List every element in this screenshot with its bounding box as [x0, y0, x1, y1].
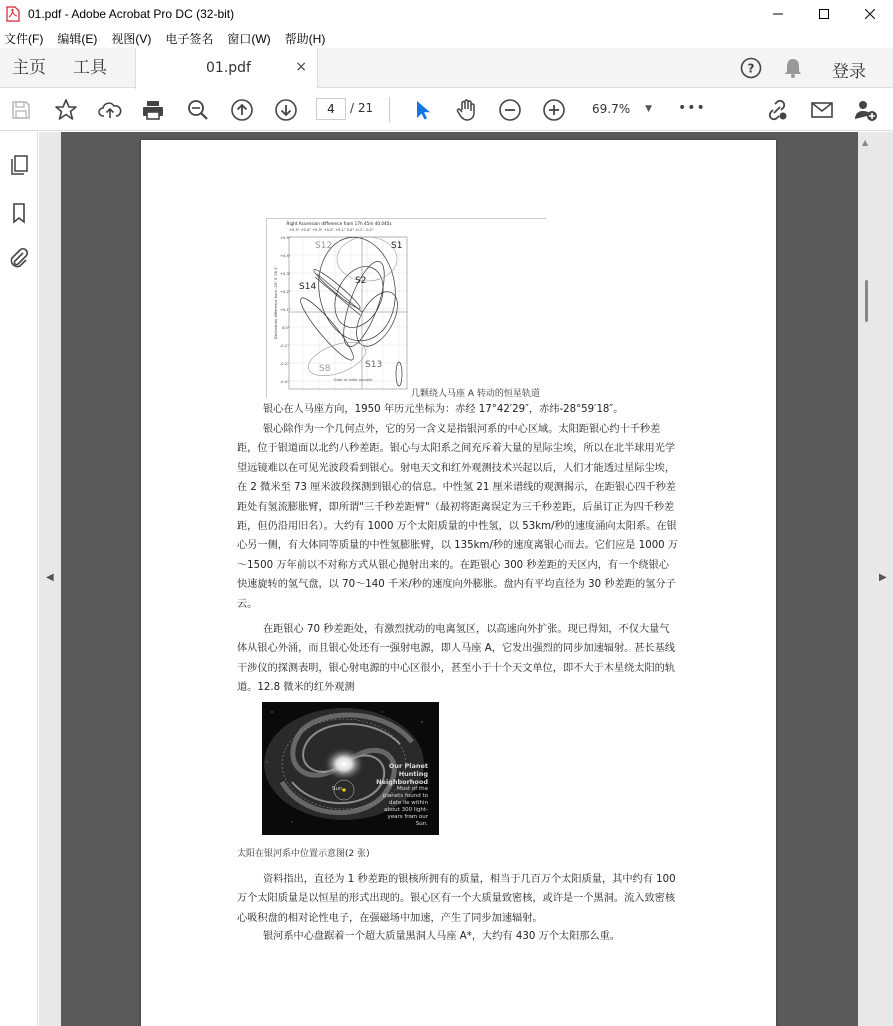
svg-text:0.0": 0.0": [282, 326, 290, 330]
svg-text:+0.2": +0.2": [280, 290, 291, 294]
paragraph-5: [237, 927, 679, 946]
select-cursor-icon[interactable]: [410, 98, 434, 122]
stellar-orbits-figure: [266, 218, 546, 398]
expand-left-panel-icon[interactable]: ◀: [46, 572, 54, 583]
galaxy-heading: Our Planet Hunting Neighborhood: [376, 762, 428, 786]
window-title: 01.pdf - Adobe Acrobat Pro DC (32-bit): [28, 7, 235, 21]
svg-text:-0.4": -0.4": [280, 380, 289, 384]
menu-file[interactable]: 文件(F): [4, 31, 44, 46]
zoom-in-icon[interactable]: [542, 98, 566, 122]
right-panel-toggle[interactable]: [858, 132, 893, 1026]
menu-bar: [0, 28, 893, 48]
paragraph-5-text: 银河系中心盘踞着一个超大质量黑洞人马座 A*，大约有 430 万个太阳那么重。: [263, 931, 621, 942]
svg-text:Declination difference from -2: Declination difference from -29° 0' 28.1": [274, 265, 278, 339]
pdf-page: [141, 140, 776, 1026]
menu-edit[interactable]: 编辑(E): [57, 31, 98, 46]
share-link-icon[interactable]: [765, 98, 789, 122]
tab-document-label: 01.pdf: [206, 60, 251, 76]
title-bar: [0, 0, 893, 28]
tab-home[interactable]: 主页: [12, 58, 46, 78]
label-s13: S13: [365, 360, 383, 370]
paragraph-2-text: 银心除作为一个几何点外，它的另一含义是指银河系的中心区域。太阳距银心约十千秒差距，位于银道面以北约八秒差距。银心与太阳系之间充斥着大量的星际尘埃，所以在北半球用光学望远镜难以在可见光波段看到银心。射电天文和红外观测技术兴起以后，人们才能透过星际尘埃，在 2 微米至 73 厘米波段探测到银心的信息。中性氢 21 厘米谱线的观测揭示，在距银心四千秒差距处有氢流膨胀臂，即所谓"三千秒差距臂"（最初将距离误定为三千秒差距，后虽订正为四千秒差距，但仍沿用旧名）。大约有 1000 万个太阳质量的中性氢，以 53km/秒的速度涌向太阳系。在银心另一侧，有大体同等质量的中性氢膨胀臂，以 135km/秒的速度离银心而去。它们应是 1000 万～1500 万年前以不对称方式从银心抛射出来的。在距银心 300 秒差距的天区内，有一个绕银心快速旋转的氢气盘，以 70～140 千米/秒的速度向外膨胀。盘内有平均直径为 30 秒差距的氢分子云。: [237, 424, 679, 610]
paragraph-3: [237, 620, 679, 698]
save-icon[interactable]: [9, 98, 33, 122]
svg-text:+0.3": +0.3": [280, 272, 291, 276]
page-total: / 21: [350, 101, 374, 115]
upload-cloud-icon[interactable]: [98, 98, 122, 122]
svg-text:?: ?: [747, 61, 755, 76]
attachment-icon[interactable]: [8, 247, 30, 269]
toolbar: [0, 89, 893, 131]
paragraph-1: [237, 400, 679, 419]
minimize-button[interactable]: [755, 0, 801, 28]
email-icon[interactable]: [810, 98, 834, 122]
toolbar-divider: [389, 97, 390, 123]
star-icon[interactable]: [54, 98, 78, 122]
left-navigation-rail: [0, 132, 38, 1026]
close-window-button[interactable]: [847, 0, 893, 28]
label-s14: S14: [299, 282, 317, 292]
svg-text:Orbit of outer planets: Orbit of outer planets: [333, 378, 373, 382]
tab-bar: [0, 48, 893, 88]
paragraph-2: [237, 420, 679, 614]
svg-text:+0.1": +0.1": [280, 308, 291, 312]
chevron-down-icon: ▼: [645, 104, 652, 114]
paragraph-1-text: 银心在人马座方向，1950 年历元坐标为：赤经 17°42′29″，赤纬-28°59′18″。: [263, 404, 624, 415]
expand-right-panel-icon[interactable]: ▶: [879, 572, 887, 583]
menu-window[interactable]: 窗口(W): [227, 31, 271, 46]
zoom-out-icon[interactable]: [498, 98, 522, 122]
milky-way-image: [262, 702, 439, 835]
svg-text:+0.5": +0.5": [280, 236, 291, 240]
page-number-input[interactable]: 4: [316, 98, 346, 120]
tab-tools[interactable]: 工具: [73, 58, 107, 78]
label-s2: S2: [355, 276, 367, 286]
svg-text:+0.5" +0.4" +0.3" +0.2" +0.1": +0.5" +0.4" +0.3" +0.2" +0.1" 0.0" -0.1" -0.2": [289, 228, 374, 232]
print-icon[interactable]: [141, 98, 165, 122]
bookmark-icon[interactable]: [8, 202, 30, 224]
paragraph-3-text: 在距银心 70 秒差距处，有激烈扰动的电离氢区，以高速向外扩张。现已得知，不仅大量气体从银心外涌，而且银心处还有一强射电源，即人马座 A，它发出强烈的同步加速辐射。甚长基线干涉仪的探测表明，银心射电源的中心区很小，甚至小于十个天文单位，即不大于木星绕太阳的轨道。12.8 微米的红外观测: [237, 624, 676, 694]
sun-label: Sun: [332, 786, 343, 792]
label-s12: S12: [315, 241, 333, 251]
acrobat-pdf-icon: [6, 6, 20, 22]
next-page-icon[interactable]: [274, 98, 298, 122]
menu-view[interactable]: 视图(V): [111, 31, 152, 46]
svg-text:+0.4": +0.4": [280, 254, 291, 258]
add-user-icon[interactable]: [854, 98, 878, 122]
galaxy-subtext: Most of the planets found to date lie within about 300 light-years from our Sun.: [382, 786, 428, 827]
fig2-caption: 太阳在银河系中位置示意图(2 张): [237, 849, 370, 859]
svg-text:-0.2": -0.2": [280, 362, 289, 366]
bell-icon[interactable]: [783, 57, 803, 79]
zoom-level-value: 69.7%: [592, 102, 631, 116]
previous-page-icon[interactable]: [230, 98, 254, 122]
label-s8: S8: [319, 364, 331, 374]
login-button[interactable]: 登录: [832, 62, 866, 82]
paragraph-4-text: 资料指出，直径为 1 秒差距的银核所拥有的质量，相当于几百万个太阳质量，其中约有 100 万个太阳质量是以恒星的形式出现的。银心区有一个大质量致密核，或许是一个黑洞。流入致密核心吸积盘的相对论性电子，在强磁场中加速，产生了同步加速辐射。: [237, 874, 676, 924]
label-s1: S1: [391, 241, 403, 251]
maximize-button[interactable]: [801, 0, 847, 28]
help-icon[interactable]: [740, 57, 762, 79]
svg-text:-0.1": -0.1": [280, 344, 289, 348]
page-thumbnails-icon[interactable]: [8, 154, 30, 176]
close-tab-button[interactable]: ×: [295, 59, 307, 75]
menu-help[interactable]: 帮助(H): [284, 31, 326, 46]
paragraph-4: [237, 870, 679, 928]
fig1-title: Right Ascension difference from 17h 45m 40.045s: [286, 221, 392, 226]
zoom-level-select[interactable]: [584, 98, 658, 120]
zoom-search-icon[interactable]: [186, 98, 210, 122]
scroll-up-icon[interactable]: ▲: [862, 138, 869, 147]
fig1-caption: 几颗绕人马座 A 转动的恒星轨道: [411, 389, 540, 399]
tab-document[interactable]: [135, 48, 318, 89]
vertical-scrollbar-thumb[interactable]: [865, 280, 868, 322]
hand-tool-icon[interactable]: [454, 98, 478, 122]
menu-esign[interactable]: 电子签名: [165, 31, 214, 46]
more-tools-icon[interactable]: •••: [678, 100, 706, 116]
